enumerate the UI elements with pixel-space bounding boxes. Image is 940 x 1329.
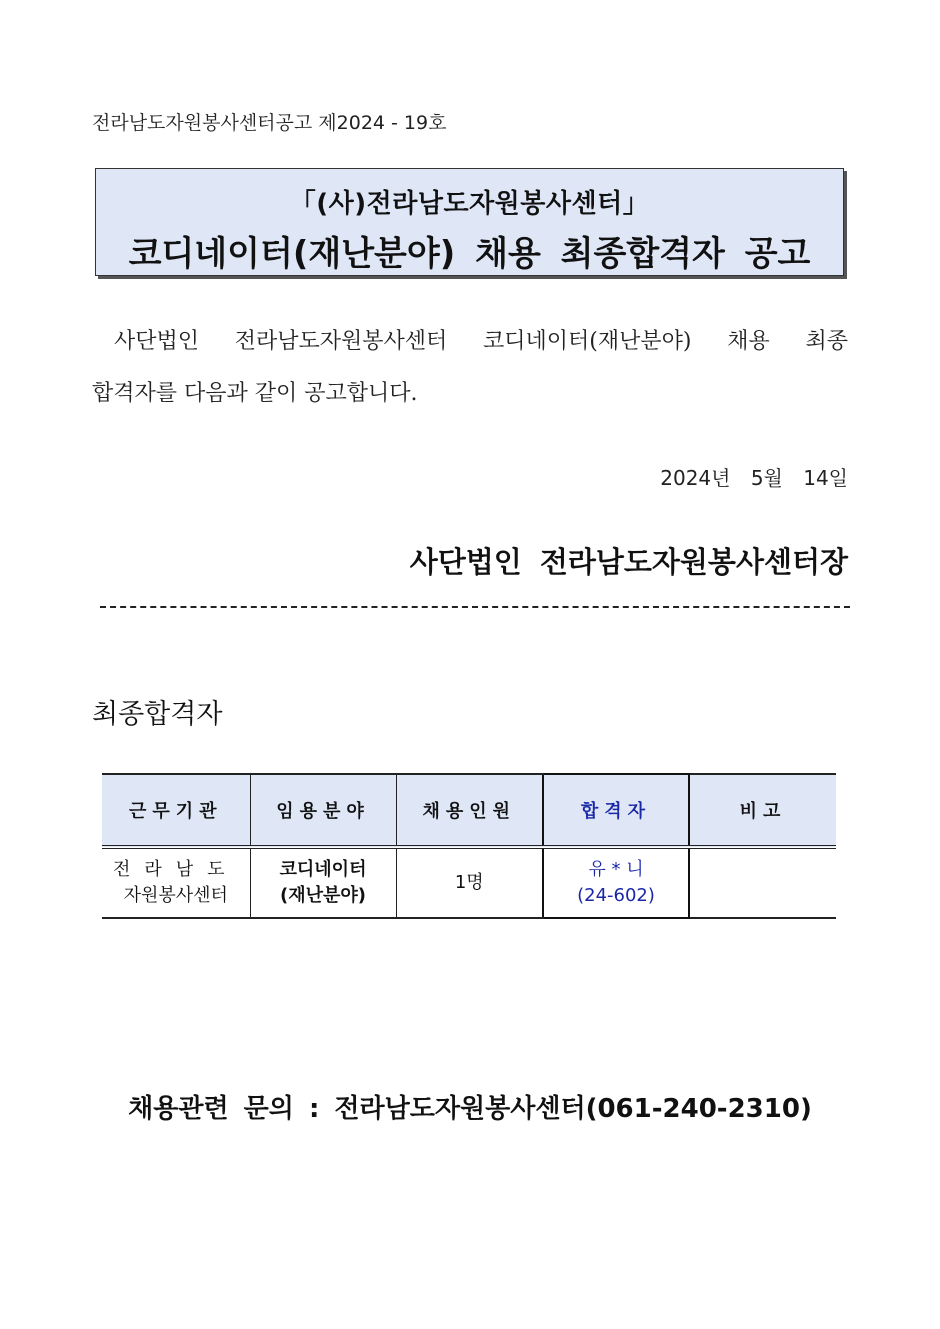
header-org: 근무기관	[102, 774, 250, 847]
org-line-1: 전라남도	[112, 859, 239, 880]
cell-note	[689, 847, 836, 918]
cell-org	[102, 847, 250, 918]
title-box	[95, 168, 844, 276]
body-line-2: 합격자를 다음과 같이 공고합니다.	[92, 381, 418, 406]
passer-name: 유 * 니	[588, 859, 644, 880]
announcement-body	[92, 316, 848, 420]
header-field: 임용분야	[250, 774, 396, 847]
document-number: 전라남도자원봉사센터공고 제2024 - 19호	[92, 112, 447, 134]
dashed-separator	[100, 606, 850, 608]
header-passer: 합격자	[543, 774, 689, 847]
title-organization: 「(사)전라남도자원봉사센터」	[289, 189, 650, 219]
table-row	[102, 847, 836, 918]
field-line-2: (재난분야)	[279, 885, 366, 906]
signer: 사단법인 전라남도자원봉사센터장	[409, 545, 848, 579]
cell-field	[250, 847, 396, 918]
result-table	[102, 773, 836, 919]
section-heading: 최종합격자	[92, 699, 223, 730]
header-note: 비고	[689, 774, 836, 847]
passer-id: (24-602)	[577, 885, 655, 906]
page-title: 코디네이터(재난분야) 채용 최종합격자 공고	[128, 234, 811, 274]
contact-info: 채용관련 문의 : 전라남도자원봉사센터(061-240-2310)	[128, 1094, 812, 1124]
cell-count: 1명	[396, 847, 543, 918]
announcement-date: 2024년 5월 14일	[660, 466, 848, 490]
table-header-row	[102, 774, 836, 847]
org-line-2: 자원봉사센터	[123, 885, 228, 906]
header-count: 채용인원	[396, 774, 543, 847]
field-line-1: 코디네이터	[279, 859, 367, 880]
body-line-1: 사단법인 전라남도자원봉사센터 코디네이터(재난분야) 채용 최종	[114, 329, 848, 354]
cell-passer	[543, 847, 689, 918]
